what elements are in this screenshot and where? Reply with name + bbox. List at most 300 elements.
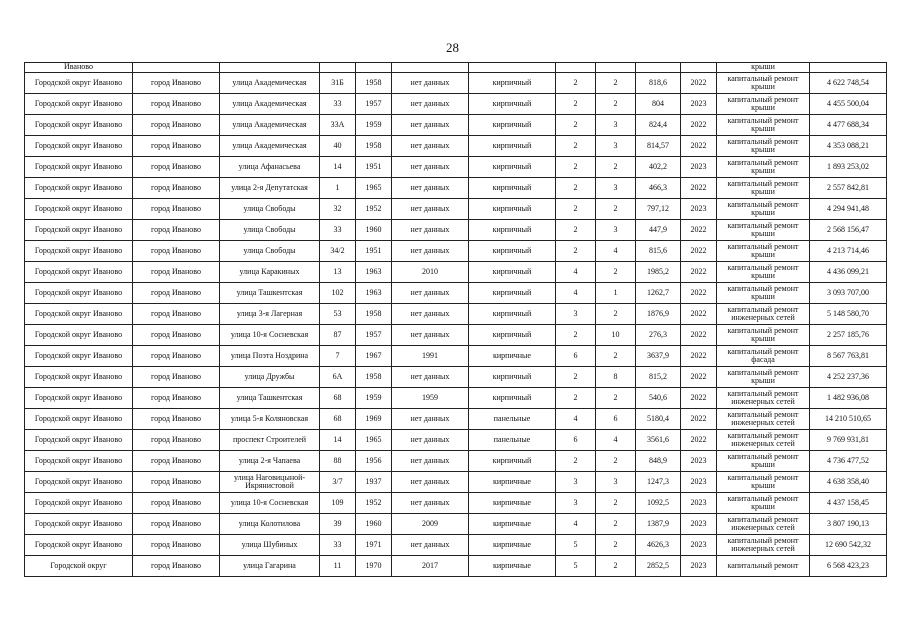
area-cell: 1387,9 [636,514,681,535]
district-cell: Городской округ Иваново [25,514,133,535]
cost-cell: 6 568 423,23 [810,556,887,577]
floors-cell: 6 [556,430,596,451]
settlement-cell: город Иваново [133,535,220,556]
area-cell: 276,3 [636,325,681,346]
entrances-cell: 6 [596,409,636,430]
built-year-cell: 1963 [356,283,392,304]
wall-material-cell: кирпичный [469,241,556,262]
work-type-cell: капитальный ремонт крыши [717,241,810,262]
last-overhaul-cell: 2010 [392,262,469,283]
entrances-cell: 2 [596,451,636,472]
area-cell: 1092,5 [636,493,681,514]
wall-material-cell: кирпичный [469,304,556,325]
wall-material-cell: кирпичные [469,514,556,535]
area-cell: 402,2 [636,157,681,178]
last-overhaul-cell: 2009 [392,514,469,535]
last-overhaul-cell: нет данных [392,472,469,493]
area-cell: 540,6 [636,388,681,409]
entrances-cell: 2 [596,556,636,577]
table-row [25,388,887,409]
work-type-cell: капитальный ремонт крыши [717,157,810,178]
entrances-cell: 2 [596,346,636,367]
built-year-cell: 1937 [356,472,392,493]
entrances-cell: 2 [596,304,636,325]
last-overhaul-cell: 1959 [392,388,469,409]
area-cell: 818,6 [636,73,681,94]
house-number-cell: 6А [320,367,356,388]
plan-year-cell: 2022 [681,136,717,157]
entrances-cell: 2 [596,73,636,94]
entrances-cell: 3 [596,178,636,199]
area-cell: 815,2 [636,367,681,388]
table-row [25,430,887,451]
cost-cell: 9 769 931,81 [810,430,887,451]
floors-cell: 4 [556,514,596,535]
street-cell: улица Колотилова [220,514,320,535]
wall-material-cell: кирпичный [469,283,556,304]
entrances-cell: 1 [596,283,636,304]
settlement-cell: город Иваново [133,115,220,136]
wall-material-cell: кирпичные [469,346,556,367]
district-cell: Городской округ Иваново [25,346,133,367]
last-overhaul-cell: нет данных [392,493,469,514]
plan-year-cell: 2022 [681,178,717,199]
built-year-cell: 1971 [356,535,392,556]
street-cell: улица Каракиных [220,262,320,283]
house-number-cell: 33 [320,220,356,241]
district-cell: Городской округ Иваново [25,493,133,514]
table-row [25,514,887,535]
settlement-cell: город Иваново [133,388,220,409]
wall-material-cell: кирпичные [469,472,556,493]
entrances-cell: 3 [596,220,636,241]
work-type-cell: капитальный ремонт крыши [717,178,810,199]
work-type-cell: капитальный ремонт крыши [717,493,810,514]
district-cell: Городской округ Иваново [25,367,133,388]
plan-year-cell: 2023 [681,94,717,115]
work-type-cell: капитальный ремонт инженерных сетей [717,430,810,451]
district-cell: Городской округ Иваново [25,94,133,115]
built-year-cell: 1956 [356,451,392,472]
built-year-cell: 1959 [356,115,392,136]
house-number-cell: 87 [320,325,356,346]
wall-material-cell: кирпичный [469,388,556,409]
street-cell: улица Свободы [220,241,320,262]
table-row [25,325,887,346]
house-number-cell: 31Б [320,73,356,94]
floors-cell: 4 [556,409,596,430]
table-row [25,73,887,94]
work-type-cell: капитальный ремонт крыши [717,220,810,241]
entrances-cell: 2 [596,157,636,178]
street-cell: улица 3-я Лагерная [220,304,320,325]
settlement-cell: город Иваново [133,94,220,115]
settlement-cell: город Иваново [133,514,220,535]
wall-material-cell: кирпичный [469,325,556,346]
area-cell: 797,12 [636,199,681,220]
settlement-cell: город Иваново [133,136,220,157]
area-cell: 824,4 [636,115,681,136]
built-year-cell: 1965 [356,430,392,451]
floors-cell: 2 [556,178,596,199]
last-overhaul-cell: нет данных [392,367,469,388]
built-year-cell: 1951 [356,157,392,178]
house-number-cell: 3/7 [320,472,356,493]
area-cell: 1876,9 [636,304,681,325]
floors-cell: 2 [556,325,596,346]
house-number-cell: 109 [320,493,356,514]
district-cell: Городской округ Иваново [25,304,133,325]
entrances-cell: 2 [596,535,636,556]
plan-year-cell: 2022 [681,430,717,451]
last-overhaul-cell: нет данных [392,199,469,220]
table-row [25,94,887,115]
plan-year-cell: 2022 [681,409,717,430]
table-row [25,409,887,430]
built-year-cell: 1958 [356,367,392,388]
settlement-cell: город Иваново [133,283,220,304]
house-number-cell: 11 [320,556,356,577]
entrances-cell: 2 [596,199,636,220]
area-cell: 5180,4 [636,409,681,430]
floors-cell: 2 [556,241,596,262]
settlement-cell: город Иваново [133,262,220,283]
work-type-cell: капитальный ремонт крыши [717,367,810,388]
wall-material-cell: кирпичный [469,115,556,136]
area-cell: 447,9 [636,220,681,241]
built-year-cell: 1963 [356,262,392,283]
street-cell: улица Шубиных [220,535,320,556]
street-cell: улица Наговицыной-Икрянистовой [220,472,320,493]
area-cell: 848,9 [636,451,681,472]
plan-year-cell: 2022 [681,388,717,409]
last-overhaul-cell: нет данных [392,535,469,556]
floors-cell: 6 [556,346,596,367]
area-cell: 2852,5 [636,556,681,577]
area-cell: 3637,9 [636,346,681,367]
table-row [25,304,887,325]
area-cell: 3561,6 [636,430,681,451]
last-overhaul-cell: нет данных [392,430,469,451]
street-cell: улица Ташкентская [220,283,320,304]
table-row [25,199,887,220]
house-number-cell: 53 [320,304,356,325]
plan-year-cell: 2022 [681,220,717,241]
table-row [25,535,887,556]
cost-cell: 12 690 542,32 [810,535,887,556]
cost-cell: 3 093 707,00 [810,283,887,304]
house-number-cell: 33А [320,115,356,136]
district-cell: Городской округ Иваново [25,241,133,262]
floors-cell: 2 [556,94,596,115]
wall-material-cell: кирпичные [469,556,556,577]
cost-cell: 1 893 253,02 [810,157,887,178]
wall-material-cell: кирпичный [469,73,556,94]
work-type-cell: капитальный ремонт [717,556,810,577]
house-number-cell: 14 [320,430,356,451]
settlement-cell: город Иваново [133,556,220,577]
entrances-cell: 3 [596,472,636,493]
last-overhaul-cell: нет данных [392,283,469,304]
built-year-cell: 1965 [356,178,392,199]
street-cell: улица Свободы [220,199,320,220]
cost-cell: 4 455 500,04 [810,94,887,115]
table-row [25,556,887,577]
table-row [25,220,887,241]
floors-cell: 4 [556,262,596,283]
entrances-cell: 2 [596,262,636,283]
area-cell: 815,6 [636,241,681,262]
floors-cell: 2 [556,451,596,472]
work-type-cell: капитальный ремонт крыши [717,325,810,346]
wall-material-cell: кирпичный [469,178,556,199]
plan-year-cell: 2023 [681,535,717,556]
district-cell: Городской округ Иваново [25,283,133,304]
work-type-cell: капитальный ремонт инженерных сетей [717,409,810,430]
cost-cell: 8 567 763,81 [810,346,887,367]
last-overhaul-cell: нет данных [392,304,469,325]
entrances-cell: 4 [596,430,636,451]
street-cell: улица 2-я Чапаева [220,451,320,472]
built-year-cell: 1952 [356,199,392,220]
street-cell: улица Поэта Ноздрина [220,346,320,367]
house-number-cell: 68 [320,388,356,409]
work-type-cell: капитальный ремонт крыши [717,73,810,94]
floors-cell: 2 [556,199,596,220]
built-year-cell: 1960 [356,220,392,241]
entrances-cell: 3 [596,136,636,157]
last-overhaul-cell: нет данных [392,241,469,262]
house-number-cell: 34/2 [320,241,356,262]
settlement-cell: город Иваново [133,241,220,262]
district-cell: Городской округ [25,556,133,577]
district-cell: Городской округ Иваново [25,409,133,430]
work-type-cell: крыши [717,63,810,73]
work-type-cell: капитальный ремонт крыши [717,199,810,220]
area-cell: 1247,3 [636,472,681,493]
house-number-cell: 13 [320,262,356,283]
settlement-cell: город Иваново [133,304,220,325]
settlement-cell: город Иваново [133,430,220,451]
plan-year-cell: 2022 [681,325,717,346]
table-row [25,451,887,472]
street-cell: улица Гагарина [220,556,320,577]
wall-material-cell: кирпичный [469,94,556,115]
entrances-cell: 2 [596,94,636,115]
housing-register-table [24,62,887,577]
work-type-cell: капитальный ремонт инженерных сетей [717,514,810,535]
plan-year-cell: 2023 [681,472,717,493]
street-cell: улица Академическая [220,73,320,94]
work-type-cell: капитальный ремонт крыши [717,115,810,136]
page-number: 28 [446,40,459,55]
plan-year-cell: 2022 [681,283,717,304]
floors-cell: 3 [556,493,596,514]
entrances-cell: 8 [596,367,636,388]
plan-year-cell: 2023 [681,157,717,178]
area-cell: 1262,7 [636,283,681,304]
district-cell: Городской округ Иваново [25,388,133,409]
house-number-cell: 68 [320,409,356,430]
area-cell: 814,57 [636,136,681,157]
cost-cell: 2 257 185,76 [810,325,887,346]
built-year-cell: 1958 [356,304,392,325]
street-cell: улица 2-я Депутатская [220,178,320,199]
house-number-cell: 39 [320,514,356,535]
table-row [25,262,887,283]
cost-cell: 4 622 748,54 [810,73,887,94]
cost-cell: 3 807 190,13 [810,514,887,535]
area-cell: 466,3 [636,178,681,199]
settlement-cell: город Иваново [133,199,220,220]
settlement-cell: город Иваново [133,493,220,514]
cost-cell: 1 482 936,08 [810,388,887,409]
plan-year-cell: 2022 [681,241,717,262]
table-row [25,367,887,388]
work-type-cell: капитальный ремонт инженерных сетей [717,304,810,325]
last-overhaul-cell: нет данных [392,178,469,199]
district-cell: Городской округ Иваново [25,73,133,94]
house-number-cell: 102 [320,283,356,304]
plan-year-cell: 2023 [681,514,717,535]
built-year-cell: 1951 [356,241,392,262]
district-cell: Городской округ Иваново [25,136,133,157]
partial-top-row [25,63,887,73]
wall-material-cell: кирпичный [469,136,556,157]
table-row [25,115,887,136]
settlement-cell: город Иваново [133,178,220,199]
plan-year-cell: 2022 [681,346,717,367]
floors-cell: 3 [556,472,596,493]
cost-cell: 14 210 510,65 [810,409,887,430]
district-cell: Городской округ Иваново [25,472,133,493]
built-year-cell: 1958 [356,73,392,94]
entrances-cell: 10 [596,325,636,346]
built-year-cell: 1957 [356,94,392,115]
house-number-cell: 40 [320,136,356,157]
plan-year-cell: 2022 [681,262,717,283]
settlement-cell: город Иваново [133,325,220,346]
district-cell: Городской округ Иваново [25,325,133,346]
district-cell: Городской округ Иваново [25,199,133,220]
entrances-cell: 4 [596,241,636,262]
built-year-cell: 1970 [356,556,392,577]
house-number-cell: 33 [320,94,356,115]
table-row [25,346,887,367]
wall-material-cell: кирпичные [469,535,556,556]
settlement-cell: город Иваново [133,220,220,241]
work-type-cell: капитальный ремонт крыши [717,451,810,472]
cost-cell: 5 148 580,70 [810,304,887,325]
plan-year-cell: 2023 [681,451,717,472]
last-overhaul-cell: нет данных [392,220,469,241]
settlement-cell: город Иваново [133,409,220,430]
work-type-cell: капитальный ремонт инженерных сетей [717,535,810,556]
settlement-cell: город Иваново [133,472,220,493]
floors-cell: 5 [556,556,596,577]
street-cell: улица Академическая [220,94,320,115]
district-cell: Иваново [25,63,133,73]
plan-year-cell: 2022 [681,73,717,94]
floors-cell: 2 [556,73,596,94]
work-type-cell: капитальный ремонт инженерных сетей [717,388,810,409]
table-row [25,493,887,514]
entrances-cell: 2 [596,388,636,409]
floors-cell: 2 [556,136,596,157]
last-overhaul-cell: нет данных [392,157,469,178]
plan-year-cell: 2022 [681,304,717,325]
cost-cell: 4 477 688,34 [810,115,887,136]
district-cell: Городской округ Иваново [25,262,133,283]
cost-cell: 4 436 099,21 [810,262,887,283]
wall-material-cell: панельные [469,409,556,430]
settlement-cell: город Иваново [133,367,220,388]
last-overhaul-cell: 1991 [392,346,469,367]
wall-material-cell: кирпичный [469,199,556,220]
street-cell: улица 10-я Сосневская [220,493,320,514]
built-year-cell: 1959 [356,388,392,409]
street-cell: улица Свободы [220,220,320,241]
floors-cell: 2 [556,388,596,409]
wall-material-cell: кирпичный [469,367,556,388]
area-cell: 4626,3 [636,535,681,556]
area-cell: 804 [636,94,681,115]
settlement-cell: город Иваново [133,346,220,367]
table-row [25,157,887,178]
built-year-cell: 1960 [356,514,392,535]
wall-material-cell: кирпичный [469,220,556,241]
district-cell: Городской округ Иваново [25,115,133,136]
plan-year-cell: 2023 [681,199,717,220]
table-row [25,178,887,199]
house-number-cell: 7 [320,346,356,367]
last-overhaul-cell: нет данных [392,451,469,472]
work-type-cell: капитальный ремонт фасада [717,346,810,367]
built-year-cell: 1967 [356,346,392,367]
cost-cell: 2 557 842,81 [810,178,887,199]
street-cell: улица 10-я Сосневская [220,325,320,346]
street-cell: улица Дружбы [220,367,320,388]
last-overhaul-cell: нет данных [392,136,469,157]
floors-cell: 5 [556,535,596,556]
work-type-cell: капитальный ремонт крыши [717,472,810,493]
last-overhaul-cell: нет данных [392,409,469,430]
last-overhaul-cell: нет данных [392,94,469,115]
district-cell: Городской округ Иваново [25,178,133,199]
work-type-cell: капитальный ремонт крыши [717,94,810,115]
street-cell: улица Академическая [220,136,320,157]
last-overhaul-cell: 2017 [392,556,469,577]
cost-cell: 4 252 237,36 [810,367,887,388]
table-row [25,283,887,304]
house-number-cell: 32 [320,199,356,220]
built-year-cell: 1957 [356,325,392,346]
entrances-cell: 2 [596,493,636,514]
house-number-cell: 14 [320,157,356,178]
district-cell: Городской округ Иваново [25,157,133,178]
built-year-cell: 1952 [356,493,392,514]
table-row [25,241,887,262]
floors-cell: 2 [556,157,596,178]
cost-cell: 4 213 714,46 [810,241,887,262]
district-cell: Городской округ Иваново [25,451,133,472]
house-number-cell: 1 [320,178,356,199]
street-cell: улица Афанасьева [220,157,320,178]
settlement-cell: город Иваново [133,157,220,178]
street-cell: улица Ташкентская [220,388,320,409]
house-number-cell: 88 [320,451,356,472]
house-number-cell: 33 [320,535,356,556]
